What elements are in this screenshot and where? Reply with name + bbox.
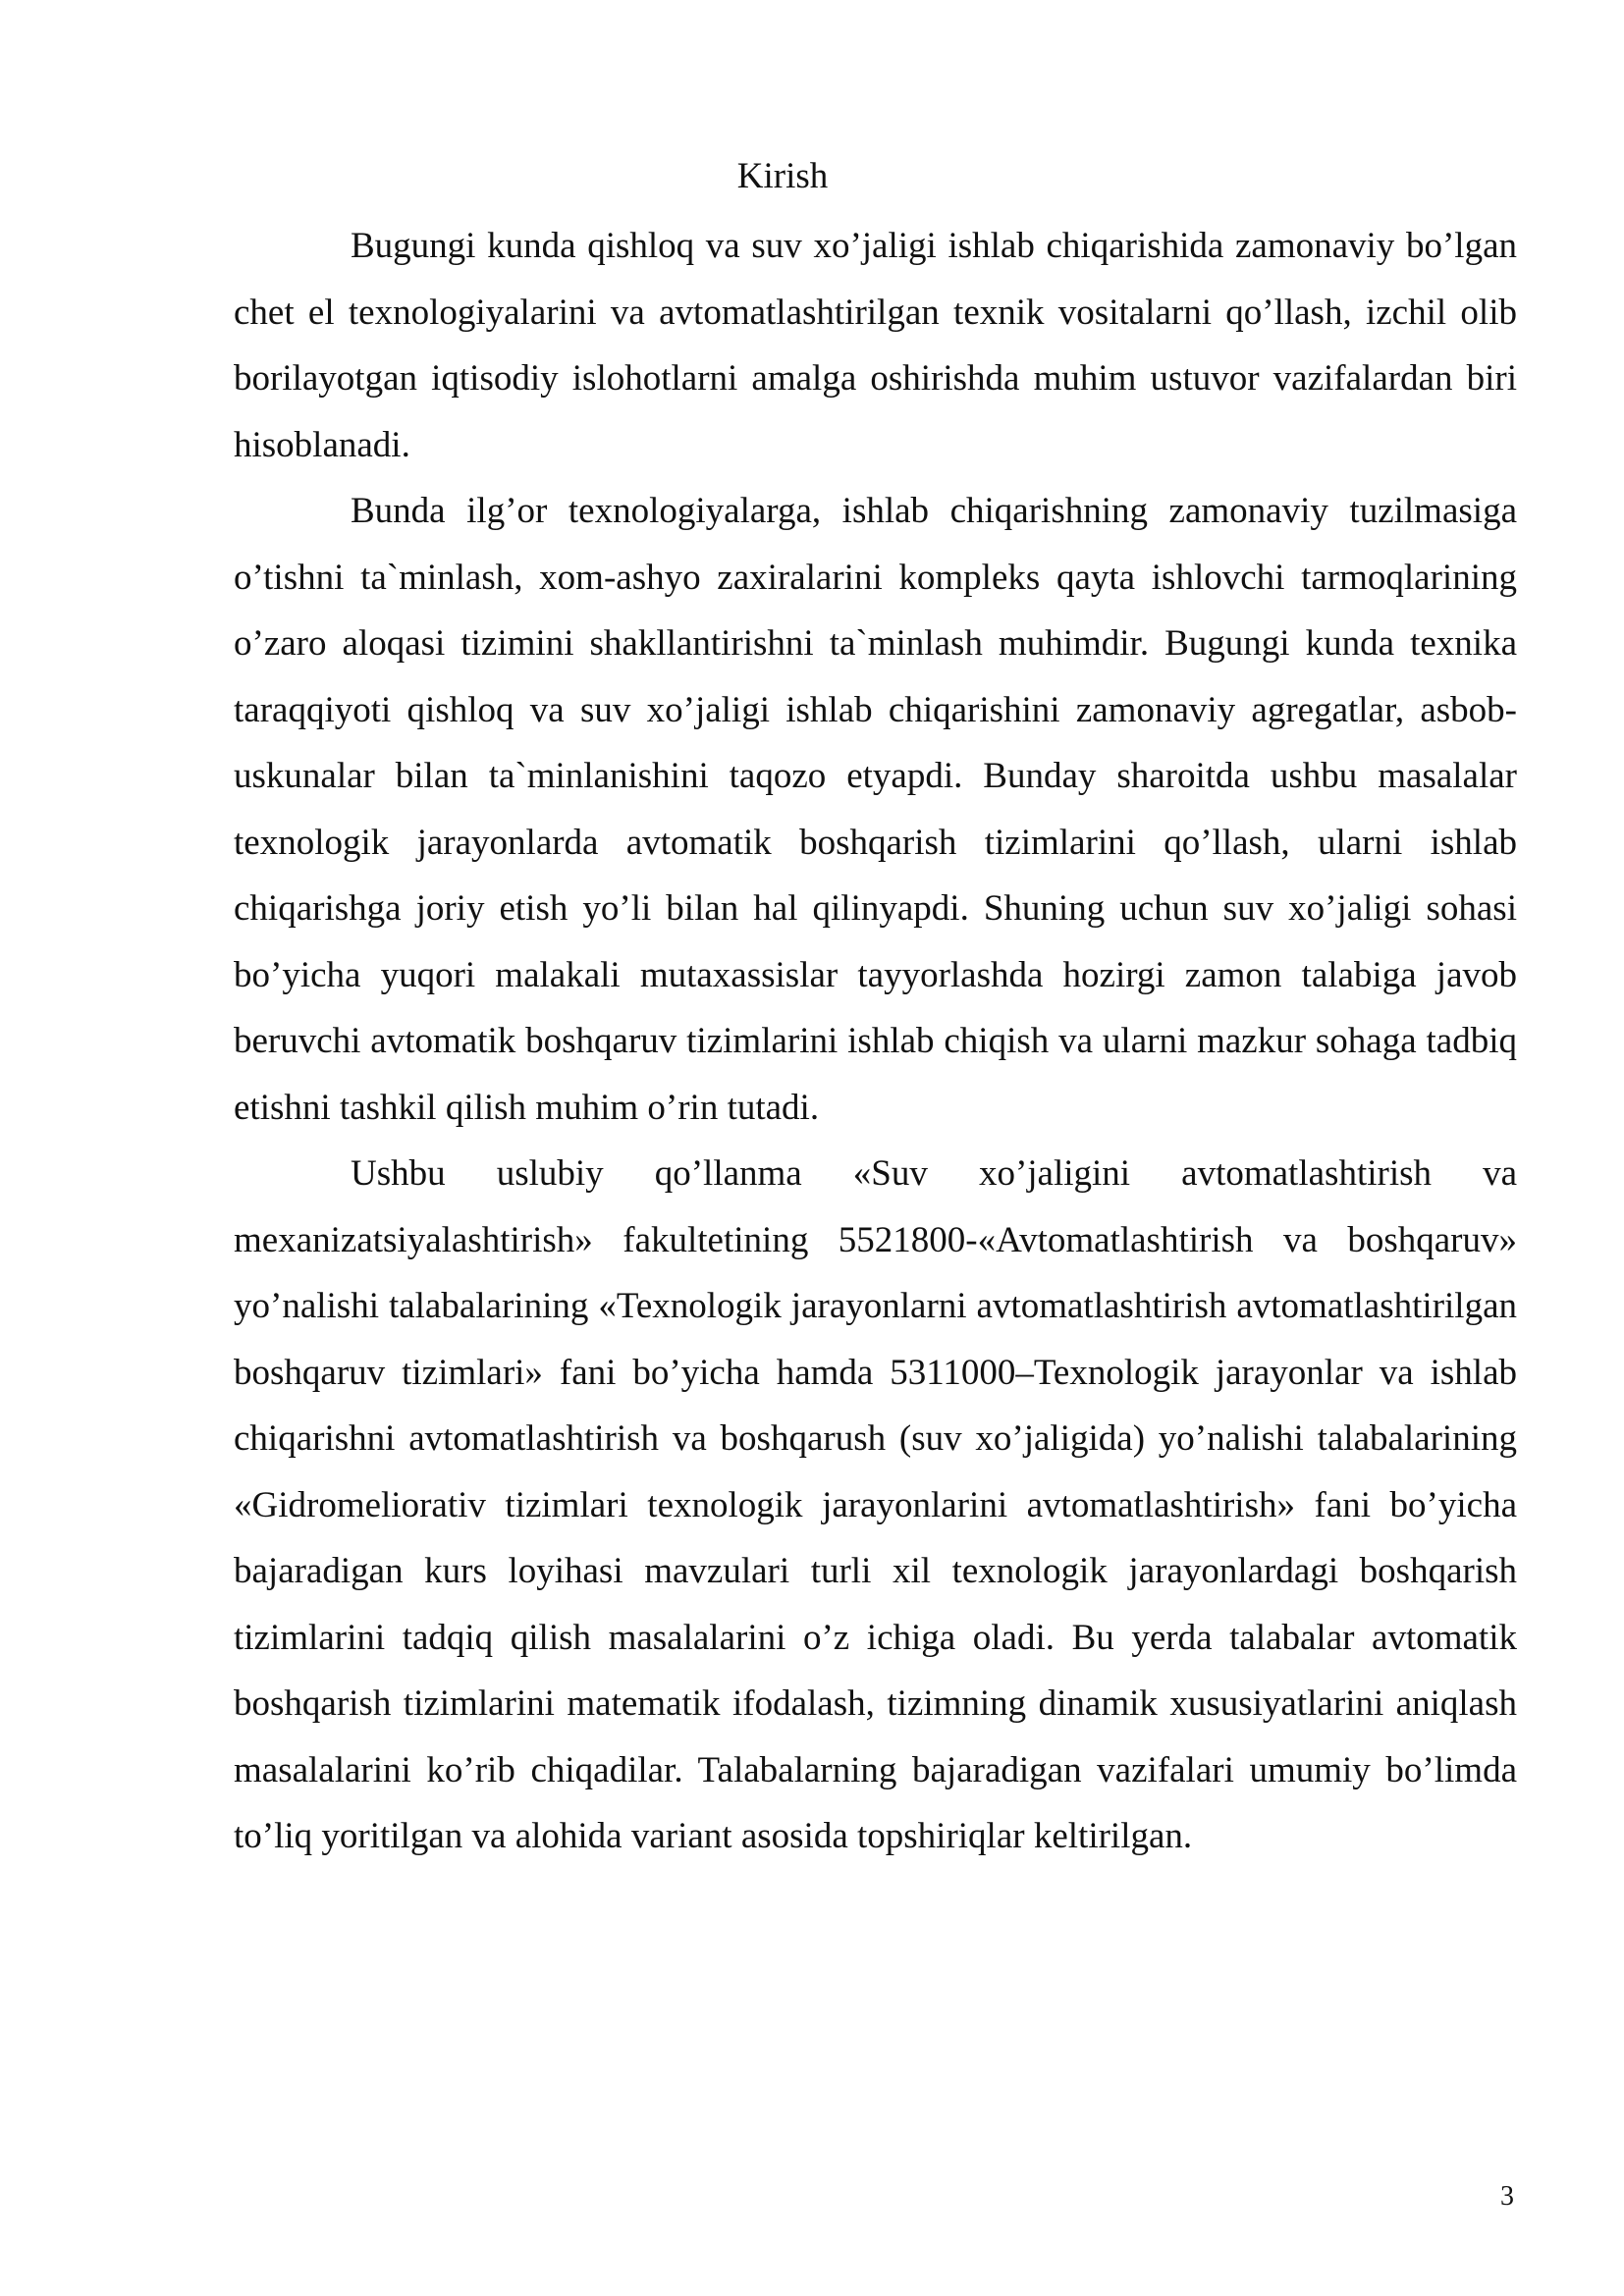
paragraph-technology: Bunda ilg’or texnologiyalarga, ishlab chiqarishning zamonaviy tuzilmasiga o’tishni ta`minlash, xom-ashyo zaxiralarini kompleks qayta ishlovchi tarmoqlarining o’zaro aloqasi tizimini shakllantirishni ta`minlash muhimdir. Bugungi kunda texnika taraqqiyoti qishloq va suv xo’jaligi ishlab chiqarishini zamonaviy agregatlar, asbob-uskunalar bilan ta`minlanishini taqozo etyapdi. Bunday sharoitda ushbu masalalar texnologik jarayonlarda avtomatik boshqarish tizimlarini qo’llash, ularni ishlab chiqarishga joriy etish yo’li bilan hal qilinyapdi. Shuning uchun suv xo’jaligi sohasi bo’yicha yuqori malakali mutaxassislar tayyorlashda hozirgi zamon talabiga javob beruvchi avtomatik boshqaruv tizimlarini ishlab chiqish va ularni mazkur sohaga tadbiq etishni tashkil qilish muhim o’rin tutadi. [234, 491, 1517, 1128]
paragraph-manual: Ushbu uslubiy qo’llanma «Suv xo’jaligini avtomatlashtirish va mexanizatsiyalashtirish» fakultetining 5521800-«Avtomatlashtirish va boshqaruv» yo’nalishi talabalarining «Texnologik jarayonlarni avtomatlashtirish avtomatlashtirilgan boshqaruv tizimlari» fani bo’yicha hamda 5311000–Texnologik jarayonlar va ishlab chiqarishni avtomatlashtirish va boshqarush (suv xo’jaligida) yo’nalishi talabalarining «Gidromeliorativ tizimlari texnologik jarayonlarini avtomatlashtirish» fani bo’yicha bajaradigan kurs loyihasi mavzulari turli xil texnologik jarayonlardagi boshqarish tizimlarini tadqiq qilish masalalarini o’z ichiga oladi. Bu yerda talabalar avtomatik boshqarish tizimlarini matematik ifodalash, tizimning dinamik xususiyatlarini aniqlash masalalarini ko’rib chiqadilar. Talabalarning bajaradigan vazifalari umumiy bo’limda to’liq yoritilgan va alohida variant asosida topshiriqlar keltirilgan. [234, 1153, 1517, 1856]
section-title: Kirish [736, 156, 829, 196]
page-number: 3 [1500, 2181, 1514, 2212]
paragraph-intro: Bugungi kunda qishloq va suv xo’jaligi ishlab chiqarishida zamonaviy bo’lgan chet el texnologiyalarini va avtomatlashtirilgan texnik vositalarni qo’llash, izchil olib borilayotgan iqtisodiy islohotlarni amalga oshirishda muhim ustuvor vazifalardan biri hisoblanadi. [234, 226, 1517, 465]
body-text [234, 213, 1517, 1870]
